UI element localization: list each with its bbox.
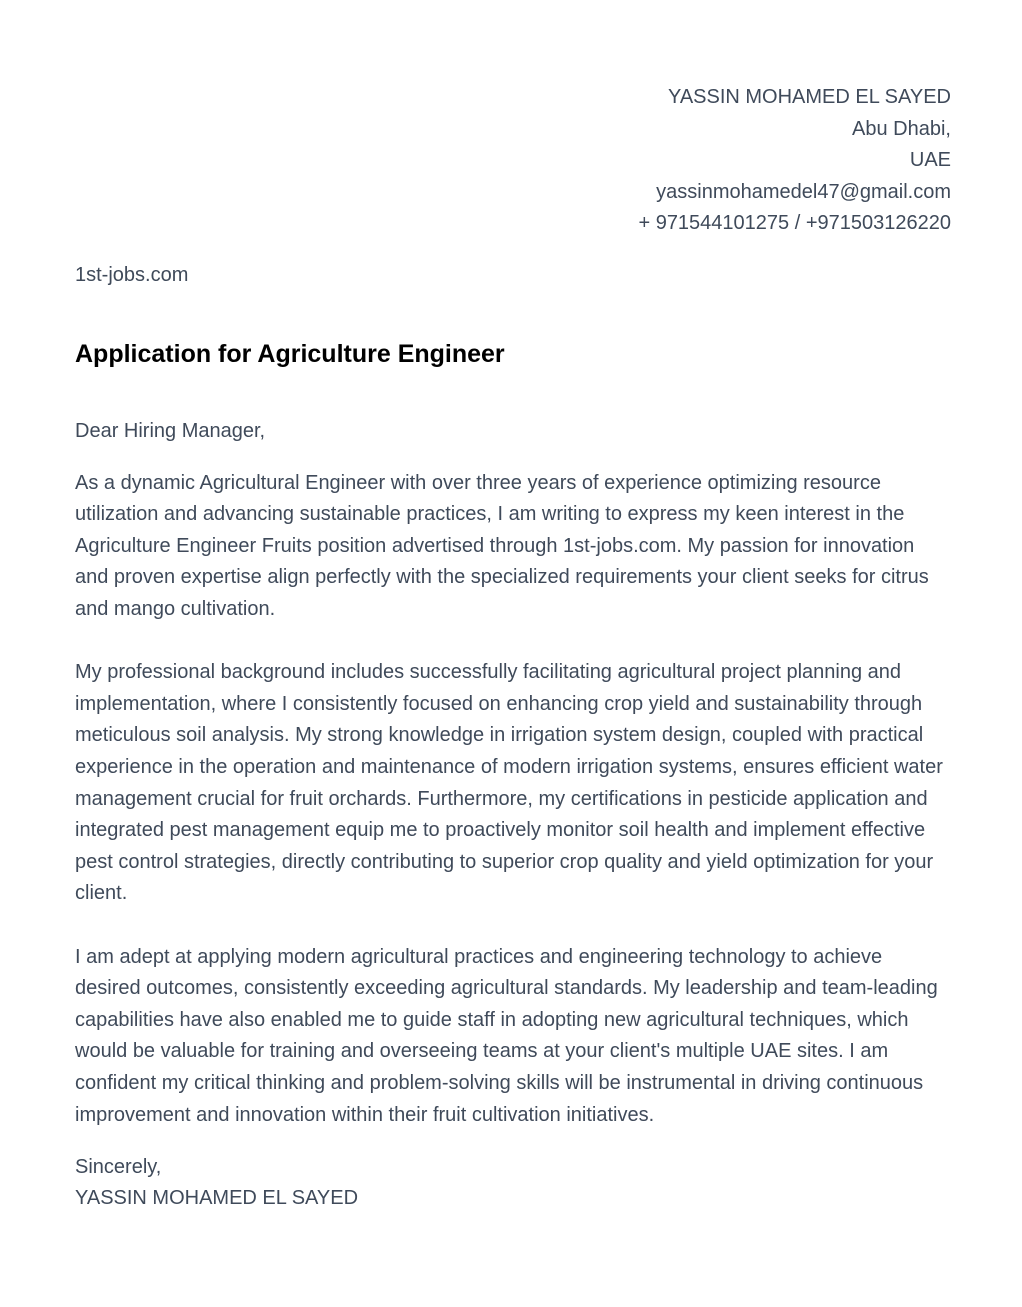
body-paragraph-2: My professional background includes successfully facilitating agricultural project planning and implementation, where I consistently focused on enhancing crop yield and sustainability through meticulous soil analysis. My strong knowledge in irrigation system design, coupled with practical experience in the operation and maintenance of modern irrigation systems, ensures efficient water management crucial for fruit orchards. Furthermore, my certifications in pesticide application and integrated pest management equip me to proactively monitor soil health and implement effective pest control strategies, directly contributing to superior crop quality and yield optimization for your client.: [75, 661, 943, 905]
recipient-company: 1st-jobs.com: [75, 263, 189, 286]
body-paragraph-1: As a dynamic Agricultural Engineer with over three years of experience optimizing resource utilization and advancing sustainable practices, I am writing to express my keen interest in the Agriculture Engineer Fruits position advertised through 1st-jobs.com. My passion for innovation and proven expertise align perfectly with the specialized requirements your client seeks for citrus and mango cultivation.: [75, 471, 929, 621]
closing-block: [75, 1152, 951, 1215]
signature-name: YASSIN MOHAMED EL SAYED: [75, 1187, 359, 1210]
salutation: Dear Hiring Manager,: [75, 419, 266, 442]
sender-email: yassinmohamedel47@gmail.com: [656, 180, 951, 203]
letter-title: Application for Agriculture Engineer: [75, 339, 505, 368]
letter-body: [75, 468, 951, 1131]
sender-country: UAE: [909, 149, 951, 172]
valediction: Sincerely,: [75, 1155, 162, 1178]
sender-phone: + 971544101275 / +971503126220: [638, 212, 951, 235]
body-paragraph-3: I am adept at applying modern agricultural practices and engineering technology to achieve desired outcomes, consistently exceeding agricultural standards. My leadership and team-leading capabilities have also enabled me to guide staff in adopting new agricultural techniques, which would be valuable for training and overseeing teams at your client's multiple UAE sites. I am confident my critical thinking and problem-solving skills will be instrumental in driving continuous improvement and innovation within their fruit cultivation initiatives.: [75, 945, 938, 1126]
sender-block: [75, 82, 951, 240]
cover-letter: [75, 82, 951, 1215]
sender-city: Abu Dhabi,: [852, 117, 951, 140]
sender-name: YASSIN MOHAMED EL SAYED: [667, 86, 951, 108]
